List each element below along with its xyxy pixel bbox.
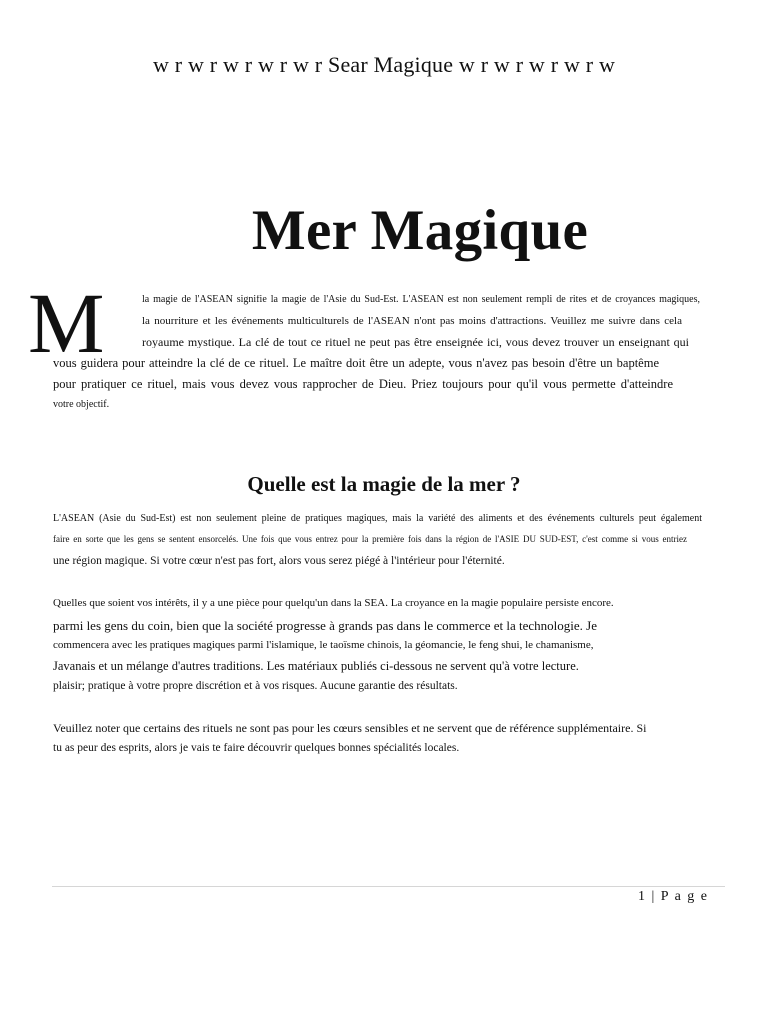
document-title: Mer Magique	[251, 199, 589, 262]
paragraph-line: commencera avec les pratiques magiques parmi l'islamique, le taoïsme chinois, la géomancie, le feng shui, le chamanisme,	[53, 639, 594, 651]
paragraph-line: L'ASEAN (Asie du Sud-Est) est non seulement pleine de pratiques magiques, mais la variété des aliments et des événements culturels peut également	[53, 514, 702, 524]
paragraph-line: Javanais et un mélange d'autres traditions. Les matériaux publiés ci-dessous ne servent qu'à votre lecture.	[53, 659, 579, 673]
intro-line: royaume mystique. La clé de tout ce rituel ne peut pas être enseignée ici, vous devez trouver un enseignant qui	[142, 336, 689, 348]
page-number: 1 | P a g e	[638, 889, 709, 904]
intro-line: vous guidera pour atteindre la clé de ce rituel. Le maître doit être un adepte, vous n'avez pas besoin d'être un baptême	[53, 357, 659, 370]
paragraph-line: Quelles que soient vos intérêts, il y a une pièce pour quelqu'un dans la SEA. La croyance en la magie populaire persiste encore.	[53, 597, 614, 609]
intro-line: la magie de l'ASEAN signifie la magie de l'Asie du Sud-Est. L'ASEAN est non seulement rempli de rites et de croyances magiques,	[142, 295, 700, 305]
footer-divider	[52, 886, 725, 887]
paragraph-line: tu as peur des esprits, alors je vais te faire découvrir quelques bonnes spécialités locales.	[53, 742, 460, 754]
paragraph-line: une région magique. Si votre cœur n'est pas fort, alors vous serez piégé à l'intérieur pour l'éternité.	[53, 555, 505, 567]
intro-line: votre objectif.	[53, 399, 110, 410]
section-heading: Quelle est la magie de la mer ?	[247, 472, 521, 496]
paragraph-line: faire en sorte que les gens se sentent ensorcelés. Une fois que vous entrez pour la première fois dans la région de l'ASIE DU SUD-EST, c'est comme si vous entriez	[53, 535, 687, 544]
intro-line: pour pratiquer ce rituel, mais vous devez vous rapprocher de Dieu. Priez toujours pour qu'il vous permette d'atteindre	[53, 378, 673, 391]
paragraph-line: plaisir; pratique à votre propre discrétion et à vos risques. Aucune garantie des résultats.	[53, 680, 458, 692]
drop-cap: M	[28, 275, 105, 371]
page-header: w r w r w r w r w r Sear Magique w r w r w r w r w	[152, 52, 616, 77]
paragraph-line: Veuillez noter que certains des rituels ne sont pas pour les cœurs sensibles et ne servent que de référence supplémentaire. Si	[53, 721, 647, 735]
intro-line: la nourriture et les événements multiculturels de l'ASEAN n'ont pas moins d'attractions. Veuillez me suivre dans cela	[142, 316, 682, 327]
paragraph-line: parmi les gens du coin, bien que la société progresse à grands pas dans le commerce et la technologie. Je	[53, 618, 598, 633]
